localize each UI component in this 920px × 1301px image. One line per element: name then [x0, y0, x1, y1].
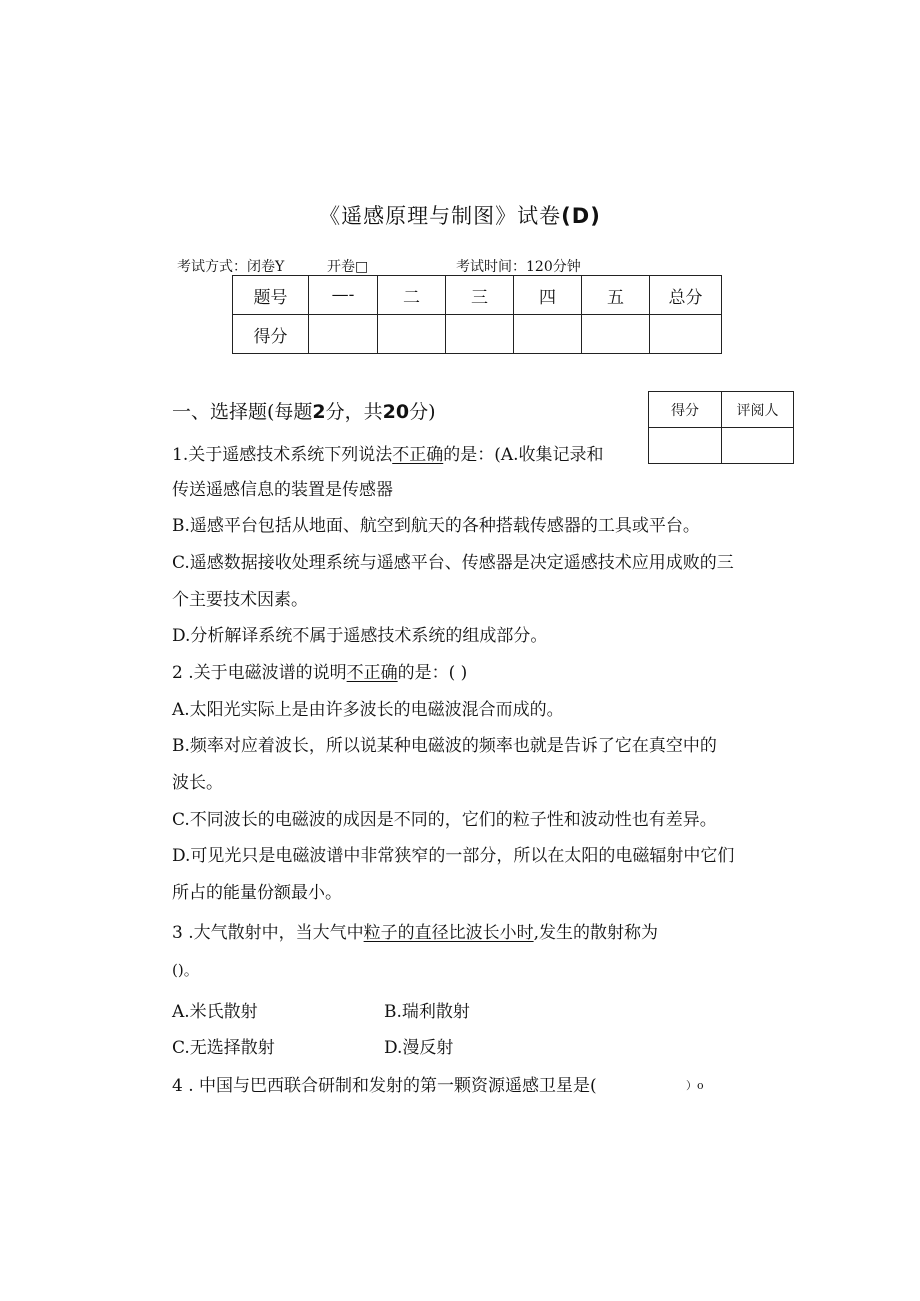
q2-option-c: C.不同波长的电磁波的成因是不同的，它们的粒子性和波动性也有差异。: [172, 810, 717, 830]
q1-option-d: D.分析解译系统不属于遥感技术系统的组成部分。: [172, 626, 548, 646]
q1-option-c-cont: 个主要技术因素。: [172, 590, 308, 610]
q2-stem: 2 .关于电磁波谱的说明不正确的是：( ): [172, 663, 468, 683]
q1-option-b: B.遥感平台包括从地面、航空到航天的各种搭载传感器的工具或平台。: [172, 516, 700, 536]
exam-mode: 考试方式：闭卷Y: [177, 259, 285, 275]
section-text: 分，共: [325, 401, 383, 423]
header-cell: 三: [446, 276, 514, 315]
grader-score-label: 得分: [649, 392, 722, 428]
q1-stem: 1.关于遥感技术系统下列说法不正确的是：(A.收集记录和: [172, 445, 604, 465]
exam-open-option: 开卷□: [327, 259, 369, 275]
score-cell[interactable]: [514, 315, 582, 354]
score-cell[interactable]: [582, 315, 650, 354]
q2-option-b-cont: 波长。: [172, 773, 223, 793]
header-cell: —-: [309, 276, 378, 315]
section-heading: [172, 397, 436, 424]
q4-stem-tail: ）o: [686, 1079, 704, 1092]
q3-option-c: C.无选择散射: [172, 1038, 275, 1058]
exam-title: [0, 200, 920, 230]
score-cell[interactable]: [446, 315, 514, 354]
row-label: 得分: [233, 315, 309, 354]
header-cell: 五: [582, 276, 650, 315]
q3-option-d: D.漫反射: [384, 1038, 454, 1058]
title-suffix: (D): [561, 204, 601, 228]
q2-option-a: A.太阳光实际上是由许多波长的电磁波混合而成的。: [172, 700, 564, 720]
header-cell: 总分: [650, 276, 722, 315]
score-table-score-row: [233, 315, 722, 354]
q2-option-b: B.频率对应着波长，所以说某种电磁波的频率也就是告诉了它在真空中的: [172, 736, 717, 756]
grader-box: [648, 391, 794, 464]
q1-option-a-cont: 传送遥感信息的装置是传感器: [172, 480, 393, 500]
q2-option-d-cont: 所占的能量份额最小。: [172, 883, 342, 903]
q4-stem: 4 . 中国与巴西联合研制和发射的第一颗资源遥感卫星是(: [172, 1076, 597, 1096]
exam-time: 考试时间：120分钟: [456, 259, 581, 275]
q2-option-d: D.可见光只是电磁波谱中非常狭窄的一部分，所以在太阳的电磁辐射中它们: [172, 846, 735, 866]
q3-stem: 3 .大气散射中，当大气中粒子的直径比波长小时,发生的散射称为: [172, 923, 659, 943]
q1-option-c: C.遥感数据接收处理系统与遥感平台、传感器是决定遥感技术应用成败的三: [172, 553, 734, 573]
section-text: 分): [409, 401, 436, 423]
score-table-header-row: [233, 276, 722, 315]
score-table: [232, 275, 722, 354]
q3-option-a: A.米氏散射: [172, 1002, 258, 1022]
header-cell: 四: [514, 276, 582, 315]
grader-reviewer-cell[interactable]: [722, 428, 794, 464]
section-total: 20: [382, 401, 410, 423]
q3-stem-cont: ()。: [172, 961, 199, 979]
score-cell[interactable]: [650, 315, 722, 354]
score-cell[interactable]: [378, 315, 446, 354]
section-text: 一、选择题(每题: [172, 401, 313, 423]
q3-option-b: B.瑞利散射: [384, 1002, 470, 1022]
section-points: 2: [312, 401, 326, 423]
header-cell: 题号: [233, 276, 309, 315]
score-cell[interactable]: [309, 315, 378, 354]
grader-score-cell[interactable]: [649, 428, 722, 464]
header-cell: 二: [378, 276, 446, 315]
title-main: 《遥感原理与制图》试卷: [319, 204, 562, 228]
grader-reviewer-label: 评阅人: [722, 392, 794, 428]
